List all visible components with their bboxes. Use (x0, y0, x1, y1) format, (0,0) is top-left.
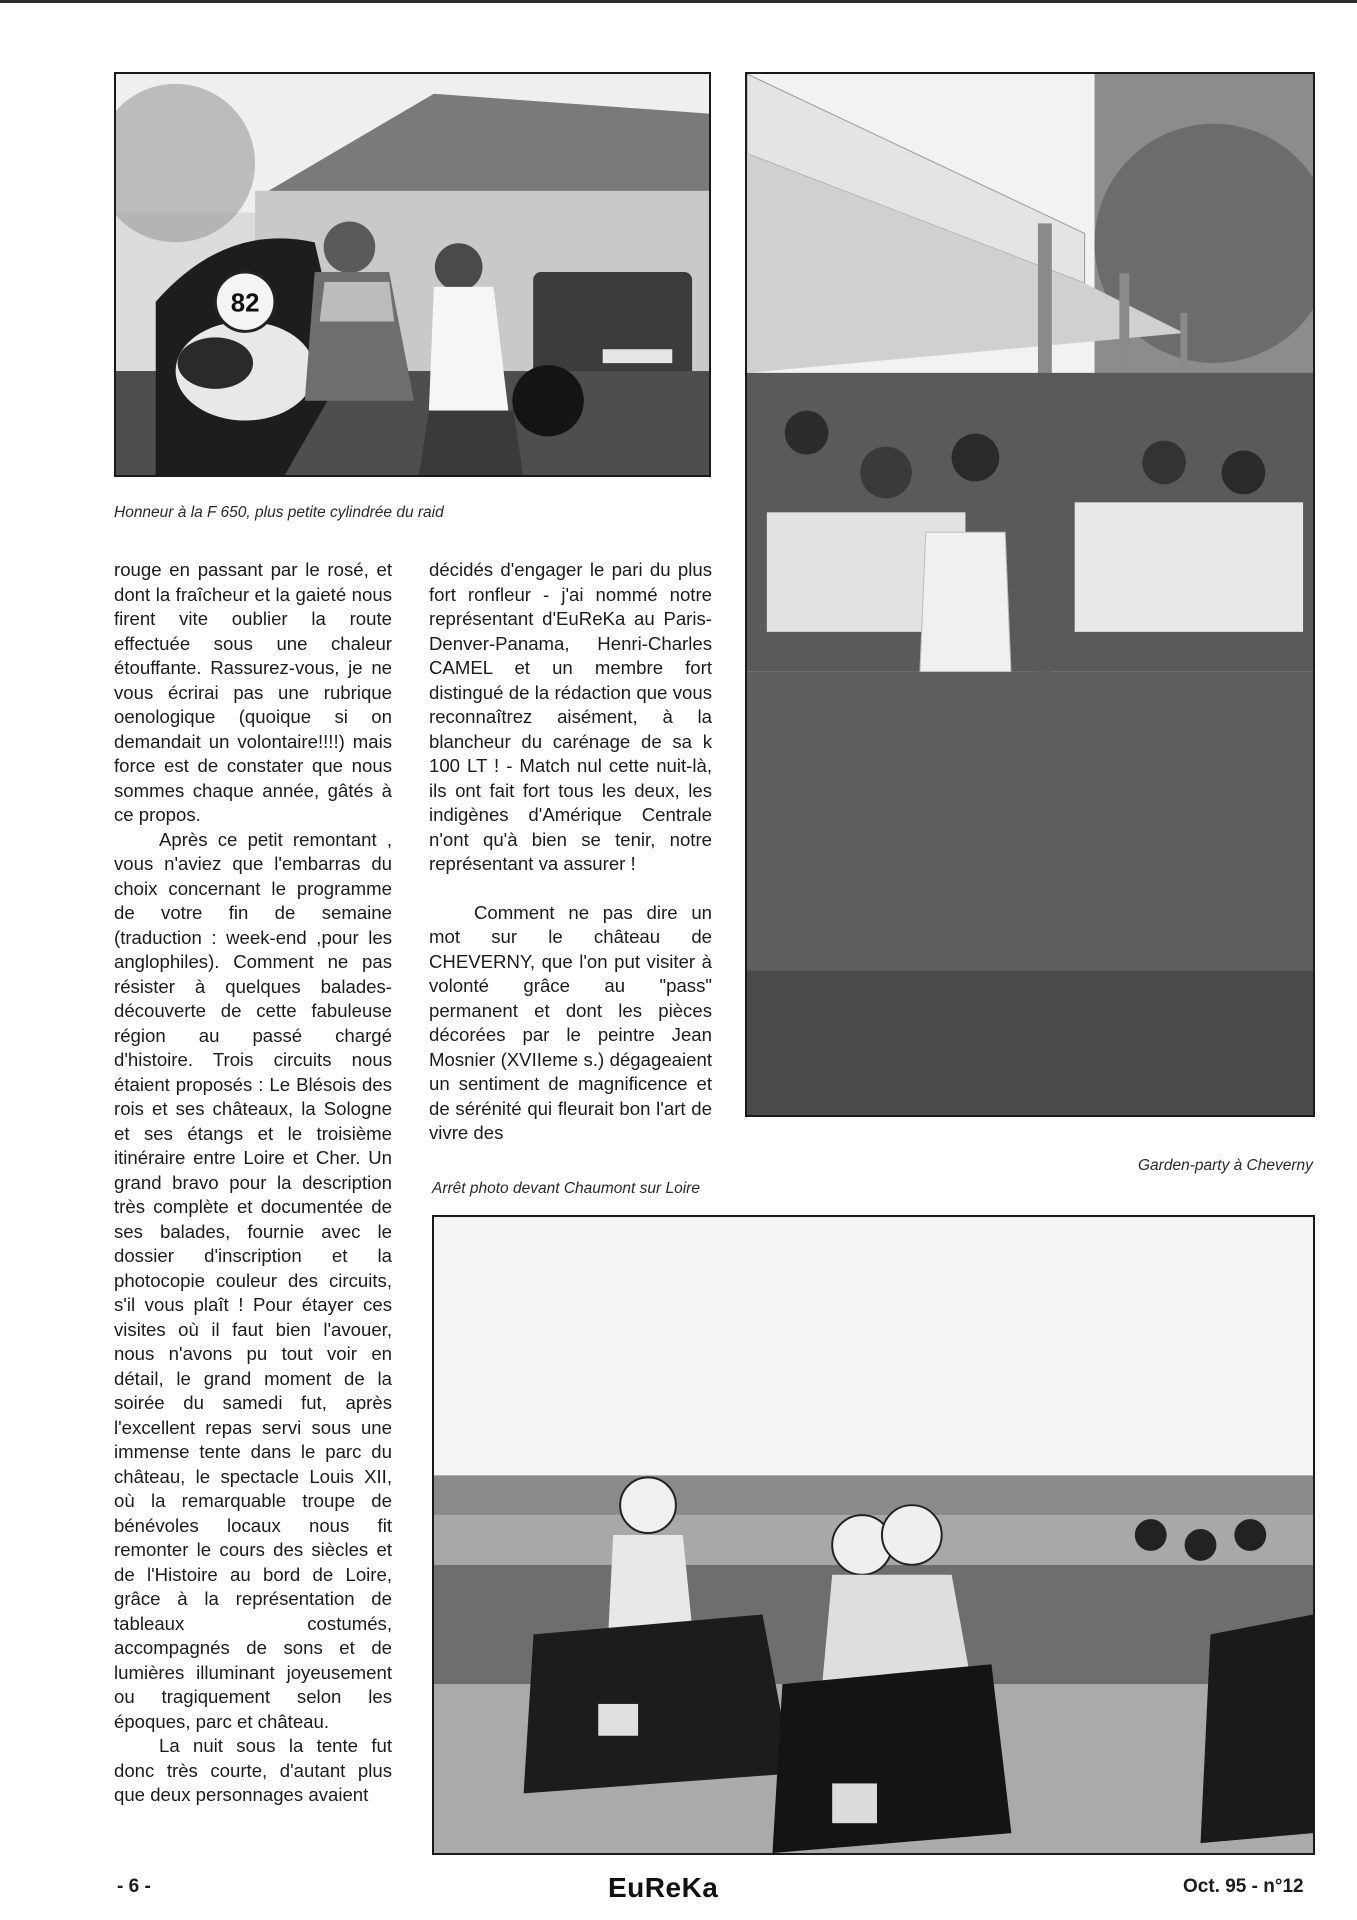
col2-paragraph-1: décidés d'engager le pari du plus fort ronfleur - j'ai nommé notre représentant d'EuReKa au Paris-Denver-Panama, Henri-Charles CAMEL et un membre fort distingué de la rédaction que vous reconnaîtrez aisément, à la blancheur du carénage de sa k 100 LT ! - Match nul cette nuit-là, ils ont fait fort tous les deux, les indigènes d'Amérique Centrale n'ont qu'à bien se tenir, notre représentant va assurer ! (429, 559, 712, 874)
caption-right: Garden-party à Cheverny (1138, 1157, 1313, 1174)
photo-f650-riders (114, 72, 711, 477)
photo-chaumont-stop (432, 1215, 1315, 1855)
col2-paragraph-2: Comment ne pas dire un mot sur le château de CHEVERNY, que l'on put visiter à volonté grâce au "pass" permanent et dont les pièces décorées par le peintre Jean Mosnier (XVIIeme s.) dégageaient un sentiment de magnificence et de sérénité qui fleurait bon l'art de vivre des (429, 901, 712, 1143)
issue-label: Oct. 95 - n°12 (1183, 1876, 1304, 1897)
caption-bottom: Arrêt photo devant Chaumont sur Loire (432, 1180, 700, 1197)
page-number: - 6 - (117, 1876, 151, 1897)
col1-paragraph-1: rouge en passant par le rosé, et dont la fraîcheur et la gaieté nous firent vite oublier la route effectuée sous une chaleur étouffante. Rassurez-vous, je ne vous écrirai pas une rubrique oenologique (quoique si on demandait un volontaire!!!!) mais force est de constater que nous sommes chaque année, gâtés à ce propos. (114, 559, 392, 825)
top-rule (0, 0, 1357, 3)
col1-paragraph-3: La nuit sous la tente fut donc très courte, d'autant plus que deux personnages avaient (114, 1735, 392, 1805)
magazine-logo: EuReKa (608, 1872, 719, 1903)
col1-paragraph-2: Après ce petit remontant , vous n'aviez que l'embarras du choix concernant le programme de votre fin de semaine (traduction : week-end ,pour les anglophiles). Comment ne pas résister à quelques balades- découverte de cette fabuleuse région au passé chargé d'histoire. Trois circuits nous étaient proposés : Le Blésois des rois et ses châteaux, la Sologne et ses étangs et le troisième itinéraire entre Loire et Cher. Un grand bravo pour la description très complète et documentée de ses balades, fournie avec le dossier d'inscription et la photocopie couleur des circuits, s'il vous plaît ! Pour étayer ces visites où il faut bien l'avouer, nous n'avons pu tout voir en détail, le grand moment de la soirée du samedi fut, après l'excellent repas servi sous une immense tente dans le parc du château, le spectacle Louis XII, où la remarquable troupe de bénévoles locaux nous fit remonter le cours des siècles et de l'Histoire au bord de Loire, grâce à la représentation de tableaux costumés, accompagnés de sons et de lumières illuminant joyeusement ou tragiquement selon les époques, parc et château. (114, 828, 392, 1732)
caption-top-left: Honneur à la F 650, plus petite cylindrée du raid (114, 504, 444, 521)
article-column-2 (429, 558, 712, 1146)
article-column-1 (114, 558, 392, 1808)
photo-garden-party (745, 72, 1315, 1117)
race-number-plate: 82 (230, 289, 260, 318)
